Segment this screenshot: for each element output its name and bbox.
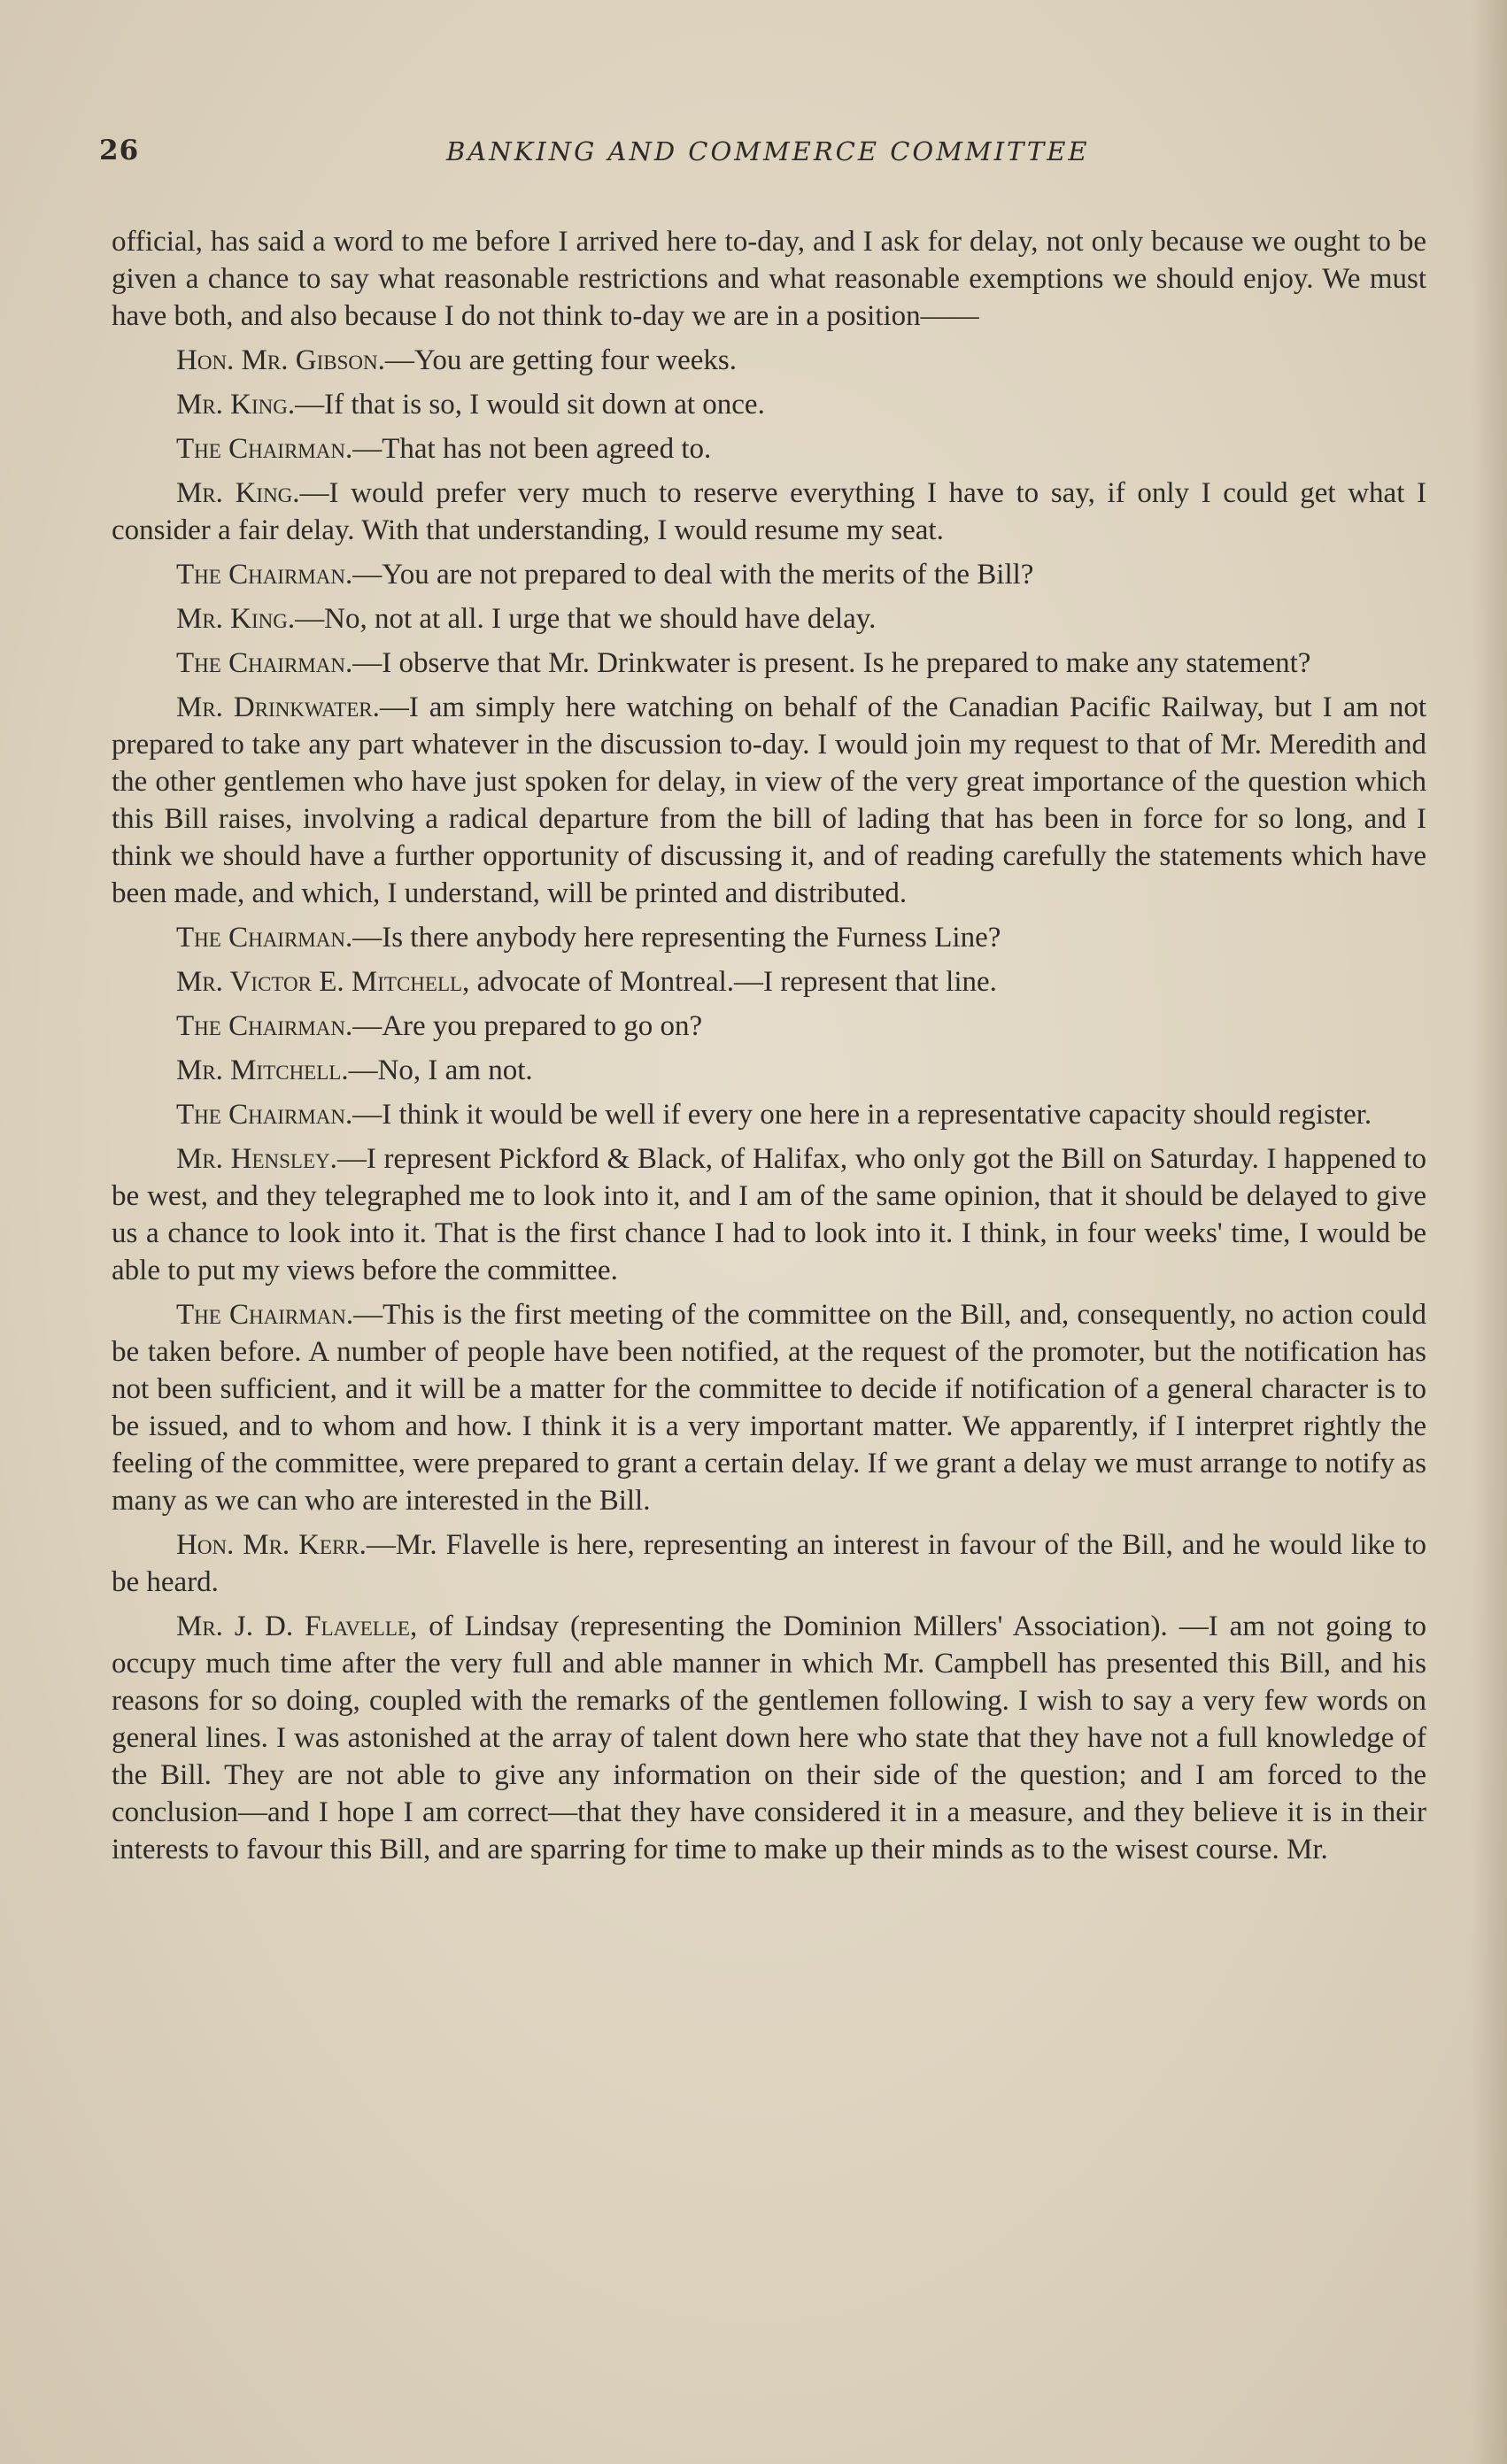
paragraph-text: —That has not been agreed to.	[352, 433, 712, 465]
speaker: Mr. Hensley.	[176, 1143, 337, 1175]
speaker: Hon. Mr. Gibson.	[176, 344, 385, 376]
paragraph-text: —You are not prepared to deal with the merits of the Bill?	[352, 559, 1034, 591]
paragraph-text: —No, not at all. I urge that we should have delay.	[295, 603, 877, 635]
speaker: Mr. Mitchell.	[176, 1054, 349, 1086]
paragraph-text: —Are you prepared to go on?	[352, 1010, 703, 1042]
speaker: Hon. Mr. Kerr.	[176, 1529, 367, 1561]
speaker: Mr. King.	[176, 603, 296, 635]
header-title: BANKING AND COMMERCE COMMITTEE	[446, 136, 1090, 166]
paragraph-text: —I represent Pickford & Black, of Halifax, who only got the Bill on Saturday. I happened to be west, and they telegraphed me to look into it, and I am of the same opinion, that it should be delayed to give us a chance to look into it. That is the first chance I had to look into it. I think, in four weeks' time, I would be able to put my views before the committee.	[112, 1143, 1426, 1286]
body-text	[112, 223, 1426, 1875]
paragraph-text: advocate of Montreal.—I represent that line.	[469, 966, 997, 998]
paragraph-text: —This is the first meeting of the committee on the Bill, and, consequently, no action could be taken before. A number of people have been notified, at the request of the promoter, but the notification has not been sufficient, and it will be a matter for the committee to decide if notification of a general character is to be issued, and to whom and how. I think it is a very important matter. We apparently, if I interpret rightly the feeling of the committee, were prepared to grant a certain delay. If we grant a delay we must arrange to notify as many as we can who are interested in the Bill.	[112, 1299, 1426, 1517]
speaker: The Chairman.	[176, 1299, 354, 1331]
paragraph-text: —I would prefer very much to reserve everything I have to say, if only I could get what I consider a fair delay. With that understanding, I would resume my seat.	[112, 477, 1426, 546]
paragraph-text: —You are getting four weeks.	[384, 344, 737, 376]
speaker: Mr. Drinkwater.	[176, 691, 380, 723]
paragraph-text: —I think it would be well if every one here in a representative capacity should register.	[352, 1099, 1372, 1131]
speaker: Mr. J. D. Flavelle,	[176, 1610, 418, 1642]
paragraph	[112, 645, 1426, 682]
paragraph-text: official, has said a word to me before I arrived here to-day, and I ask for delay, not only because we ought to be given a chance to say what reasonable restrictions and what reasonable exemptions we should enjoy. We must have both, and also because I do not think to-day we are in a position——	[112, 226, 1426, 332]
paragraph	[112, 1296, 1426, 1519]
speaker: The Chairman.	[176, 922, 353, 954]
paragraph	[112, 223, 1426, 335]
paragraph	[112, 689, 1426, 912]
paragraph	[112, 1526, 1426, 1601]
paragraph	[112, 600, 1426, 637]
paragraph	[112, 1140, 1426, 1289]
paragraph-text: —I am simply here watching on behalf of the Canadian Pacific Railway, but I am not prepared to take any part whatever in the discussion to-day. I would join my request to that of Mr. Meredith and the other gentlemen who have just spoken for delay, in view of the very great importance of the question which this Bill raises, involving a radical departure from the bill of lading that has been in force for so long, and I think we should have a further opportunity of discussing it, and of reading carefully the statements which have been made, and which, I understand, will be printed and distributed.	[112, 691, 1426, 909]
speaker: Mr. King.	[176, 389, 296, 421]
paragraph	[112, 430, 1426, 467]
paragraph-text: —No, I am not.	[348, 1054, 533, 1086]
speaker: Mr. Victor E. Mitchell,	[176, 966, 470, 998]
paragraph	[112, 475, 1426, 549]
paragraph-text: of Lindsay (representing the Dominion Millers' Association). —I am not going to occupy much time after the very full and able manner in which Mr. Campbell has presented this Bill, and his reasons for so doing, coupled with the remarks of the gentlemen following. I wish to say a very few words on general lines. I was astonished at the array of talent down here who state that they have not a full knowledge of the Bill. They are not able to give any information on their side of the question; and I am forced to the conclusion—and I hope I am correct—that they have considered it in a measure, and they believe it is in their interests to favour this Bill, and are sparring for time to make up their minds as to the wisest course. Mr.	[112, 1610, 1426, 1865]
page-number: 26	[99, 135, 140, 166]
running-header	[99, 135, 1427, 179]
paragraph	[112, 556, 1426, 593]
paragraph	[112, 1096, 1426, 1133]
paragraph-text: —Mr. Flavelle is here, representing an interest in favour of the Bill, and he would like to be heard.	[112, 1529, 1427, 1598]
speaker: The Chairman.	[176, 647, 353, 679]
page-edge-shadow	[1472, 0, 1507, 2464]
paragraph	[112, 919, 1426, 956]
paragraph	[112, 342, 1426, 379]
paragraph	[112, 963, 1426, 1000]
paragraph-text: —Is there anybody here representing the Furness Line?	[352, 922, 1001, 954]
paragraph-text: —If that is so, I would sit down at once.	[295, 389, 765, 421]
paragraph	[112, 1608, 1426, 1868]
paragraph-text: —I observe that Mr. Drinkwater is present. Is he prepared to make any statement?	[352, 647, 1311, 679]
speaker: The Chairman.	[176, 1099, 353, 1131]
paragraph	[112, 1052, 1426, 1089]
speaker: The Chairman.	[176, 1010, 353, 1042]
paragraph	[112, 386, 1426, 423]
speaker: Mr. King.	[176, 477, 300, 509]
speaker: The Chairman.	[176, 433, 353, 465]
speaker: The Chairman.	[176, 559, 353, 591]
paragraph	[112, 1008, 1426, 1045]
